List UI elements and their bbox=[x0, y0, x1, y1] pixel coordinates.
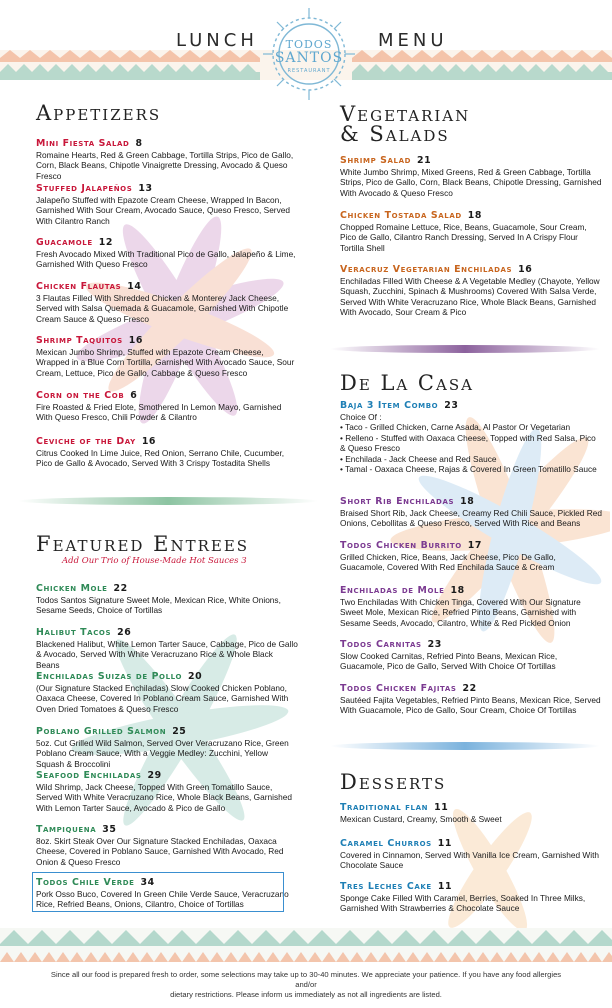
item-name-text: Traditional flan bbox=[340, 802, 429, 813]
item-name-text: Halibut Tacos bbox=[36, 627, 112, 638]
footer-line2: dietary restrictions. Please inform us immediately as not all ingredients are listed. bbox=[170, 990, 442, 999]
desserts-title: Desserts bbox=[340, 770, 447, 794]
menu-item bbox=[36, 583, 298, 616]
menu-item bbox=[36, 390, 296, 423]
item-price: 25 bbox=[172, 726, 187, 737]
item-description: Covered in Cinnamon, Served With Vanilla Ice Cream, Garnished With Chocolate Sauce bbox=[340, 850, 600, 871]
item-name bbox=[340, 838, 602, 849]
menu-item bbox=[340, 683, 602, 716]
item-name bbox=[36, 138, 296, 149]
item-name-text: Tampiquena bbox=[36, 824, 97, 835]
item-description: Wild Shrimp, Jack Cheese, Topped With Green Tomatillo Sauce, Served With White Veracruzano Rice, Whole Black Beans, Garnished With Lemon Tarter Sauce, Avocado & Pico de Gallo bbox=[36, 782, 292, 813]
item-description: Sautéed Fajita Vegetables, Refried Pinto Beans, Mexican Rice, Served With Guacamole, Pico de Gallo, Sour Cream, Choice Of Tortillas bbox=[340, 695, 601, 716]
footer-notice bbox=[50, 970, 562, 1000]
item-price: 18 bbox=[467, 210, 483, 221]
item-name bbox=[340, 496, 602, 507]
menu-item bbox=[36, 335, 296, 378]
menu-item bbox=[36, 138, 296, 181]
logo-text-santos: SANTOS bbox=[274, 50, 344, 66]
item-description: 5oz. Cut Grilled Wild Salmon, Served Over Veracruzano Rice, Green Poblano Cream Sauce, With a Veggie Medley: Zucchini, Yellow Squash & Broccolini bbox=[36, 738, 289, 769]
item-name bbox=[36, 671, 298, 682]
item-description: Two Enchiladas With Chicken Tinga, Covered With Our Signature Sweet Mole, Mexican Rice, Refried Pinto Beans, Garnished with Sesame Seeds, Avocado, Cilantro, White & Red Pickled Onion bbox=[340, 597, 581, 628]
featured-title: Featured Entrees bbox=[36, 532, 250, 556]
item-name bbox=[340, 881, 602, 892]
item-description: Mexican Custard, Creamy, Smooth & Sweet bbox=[340, 814, 502, 824]
item-description: Fire Roasted & Fried Elote, Smothered In Lemon Mayo, Garnished With Queso Fresco, Chili Powder & Cilantro bbox=[36, 402, 282, 423]
item-name-text: Short Rib Enchiladas bbox=[340, 496, 455, 507]
menu-item bbox=[36, 237, 296, 270]
menu-item bbox=[340, 881, 602, 914]
menu-item bbox=[340, 210, 602, 253]
menu-item bbox=[340, 639, 602, 672]
item-name-text: Caramel Churros bbox=[340, 838, 432, 849]
menu-item bbox=[36, 671, 298, 714]
baja-bullet: • Relleno - Stuffed with Oaxaca Cheese, Topped with Red Salsa, Pico & Queso Fresco bbox=[340, 432, 596, 454]
footer-line1: Since all our food is prepared fresh to order, some selections may take up to 30-40 minutes. We appreciate your patience. If you have any food allergies and/or bbox=[50, 970, 562, 989]
item-price: 11 bbox=[434, 802, 449, 813]
bottom-pattern-band bbox=[0, 928, 612, 962]
menu-item bbox=[36, 436, 296, 469]
menu-item bbox=[340, 585, 602, 628]
menu-item bbox=[340, 155, 602, 198]
item-name-text: Todos Carnitas bbox=[340, 639, 422, 650]
item-description: Citrus Cooked In Lime Juice, Red Onion, Serrano Chile, Cucumber, Pico de Gallo & Avocado, Served With 3 Crispy Tostadita Shells bbox=[36, 448, 285, 469]
item-price: 18 bbox=[450, 585, 465, 596]
item-description: Jalapeño Stuffed with Epazote Cream Cheese, Wrapped In Bacon, Garnished With Sour Cream, Avocado Sauce, Queso Fresco, Served With Cilantro Ranch bbox=[36, 195, 290, 226]
menu-item bbox=[340, 264, 602, 318]
item-price: 16 bbox=[141, 436, 157, 447]
purple-brush-divider bbox=[330, 345, 600, 353]
menu-item bbox=[36, 281, 296, 324]
item-price: 22 bbox=[462, 683, 477, 694]
item-description: Braised Short Rib, Jack Cheese, Creamy Red Chili Sauce, Pickled Red Onions, Cebollitas & Queso Fresco, Served With Rice and Beans bbox=[340, 508, 602, 529]
item-name-text: Todos Chile Verde bbox=[36, 877, 135, 888]
item-description: 8oz. Skirt Steak Over Our Signature Stacked Enchiladas, Oaxaca Cheese, Covered in Poblano Sauce, Garnished With Avocado, Red Onion & Queso Fresco bbox=[36, 836, 284, 867]
item-description: Slow Cooked Carnitas, Refried Pinto Beans, Mexican Rice, Guacamole, Pico de Gallo, Served With Choice Of Tortillas bbox=[340, 651, 558, 672]
menu-item bbox=[340, 802, 602, 824]
menu-item bbox=[340, 838, 602, 871]
item-name-text: Shrimp Salad bbox=[340, 155, 412, 166]
item-price: 17 bbox=[467, 540, 483, 551]
item-name bbox=[340, 639, 602, 650]
item-name bbox=[36, 583, 298, 594]
item-name-text: Veracruz Vegetarian Enchiladas bbox=[340, 264, 513, 275]
menu-item bbox=[36, 627, 298, 670]
casa-title: De La Casa bbox=[340, 371, 474, 395]
item-name-text: Seafood Enchiladas bbox=[36, 770, 142, 781]
item-name bbox=[340, 540, 602, 551]
item-name-text: Guacamole bbox=[36, 237, 93, 248]
item-name bbox=[340, 683, 602, 694]
item-price: 14 bbox=[127, 281, 142, 292]
item-price: 20 bbox=[188, 671, 203, 682]
item-name bbox=[36, 726, 298, 737]
item-description: Grilled Chicken, Rice, Beans, Jack Cheese, Pico De Gallo, Guacamole, Covered With Red Enchilada Sauce & Cream bbox=[340, 552, 556, 573]
item-name-text: Corn on the Cob bbox=[36, 390, 125, 401]
blue-brush-divider bbox=[330, 742, 600, 750]
item-description: Mexican Jumbo Shrimp, Stuffed with Epazote Cream Cheese, Wrapped in a Blue Corn Tortilla, Garnished With Avocado Sauce, Sour Cream, Lettuce, Pico de Gallo, Cabbage & Queso Fresco bbox=[36, 347, 295, 378]
item-description: Romaine Hearts, Red & Green Cabbage, Tortilla Strips, Pico de Gallo, Corn, Black Beans, Chipotle Vinaigrette Dressing, Avocado & Queso Fresco bbox=[36, 150, 294, 181]
item-name-text: Chicken Mole bbox=[36, 583, 108, 594]
item-name-text: Mini Fiesta Salad bbox=[36, 138, 130, 149]
item-name bbox=[36, 183, 296, 194]
item-price: 6 bbox=[130, 390, 138, 401]
item-name-text: Chicken Tostada Salad bbox=[340, 210, 462, 221]
menu-item bbox=[340, 540, 602, 573]
baja-choice: Choice Of : bbox=[340, 412, 382, 422]
item-price: 35 bbox=[102, 824, 117, 835]
item-name bbox=[340, 210, 602, 221]
item-name bbox=[36, 770, 298, 781]
item-name-text: Poblano Grilled Salmon bbox=[36, 726, 167, 737]
item-price: 11 bbox=[437, 838, 453, 849]
item-price: 23 bbox=[427, 639, 442, 650]
item-description: Sponge Cake Filled With Caramel, Berries, Soaked In Three Milks, Garnished With Strawberries & Chocolate Sauce bbox=[340, 893, 586, 914]
item-description: Enchiladas Filled With Cheese & A Vegetable Medley (Chayote, Yellow Squash, Zucchini, Spinach & Mushrooms) Covered With Salsa Verde, Served With White Veracruzano Rice, Whole Black Beans, Garnished With Avocado, Sour Cream & Pico bbox=[340, 276, 600, 318]
baja-bullet: • Taco - Grilled Chicken, Carne Asada, Al Pastor Or Vegetarian bbox=[340, 422, 571, 433]
item-description: Blackened Halibut, White Lemon Tarter Sauce, Cabbage, Pico de Gallo & Avocado, Served With White Veracruzano Rice & Whole Black Beans bbox=[36, 639, 298, 670]
item-price: 16 bbox=[518, 264, 533, 275]
item-name bbox=[340, 155, 602, 166]
item-name bbox=[340, 264, 602, 275]
item-description: Todos Santos Signature Sweet Mole, Mexican Rice, White Onions, Sesame Seeds, Choice of Tortillas bbox=[36, 595, 281, 616]
baja-bullet: • Tamal - Oaxaca Cheese, Rajas & Covered In Green Tomatillo Sauce bbox=[340, 464, 597, 475]
vegetarian-title-line2: & Salads bbox=[340, 122, 450, 146]
restaurant-logo bbox=[261, 6, 357, 102]
item-name bbox=[340, 400, 600, 411]
item-name bbox=[36, 281, 296, 292]
item-price: 29 bbox=[147, 770, 162, 781]
item-price: 16 bbox=[128, 335, 144, 346]
item-description: White Jumbo Shrimp, Mixed Greens, Red & Green Cabbage, Tortilla Strips, Pico de Gallo, Corn, Black Beans, Chipotle Dressing, Garnished With Avocado & Queso Fresco bbox=[340, 167, 602, 198]
item-price: 26 bbox=[117, 627, 132, 638]
featured-subtitle: Add Our Trio of House-Made Hot Sauces 3 bbox=[62, 556, 247, 566]
logo-text-restaurant: RESTAURANT bbox=[287, 68, 331, 74]
item-name-text: Chicken Flautas bbox=[36, 281, 122, 292]
item-price: 11 bbox=[437, 881, 453, 892]
item-price: 12 bbox=[98, 237, 113, 248]
item-name-text: Stuffed Jalapeños bbox=[36, 183, 133, 194]
menu-item bbox=[36, 726, 298, 769]
menu-item bbox=[36, 770, 298, 813]
menu-item-baja-combo bbox=[340, 400, 600, 474]
menu-item bbox=[36, 824, 298, 867]
item-price: 21 bbox=[417, 155, 432, 166]
item-name bbox=[340, 802, 602, 813]
vegetarian-title-line1: Vegetarian bbox=[340, 102, 471, 126]
item-name-text: Enchiladas de Mole bbox=[340, 585, 445, 596]
logo-text-todos: TODOS bbox=[285, 38, 333, 51]
item-name-text: Baja 3 Item Combo bbox=[340, 400, 439, 411]
menu-item bbox=[340, 496, 602, 529]
item-name bbox=[340, 585, 602, 596]
item-price: 18 bbox=[460, 496, 475, 507]
item-description: Pork Osso Buco, Covered In Green Chile Verde Sauce, Veracruzano Rice, Refried Beans, Onions, Cilantro, Choice of Tortillas bbox=[36, 889, 289, 910]
item-description: Chopped Romaine Lettuce, Rice, Beans, Guacamole, Sour Cream, Pico de Gallo, Cilantro Ranch Dressing, Served In A Crispy Flour Tortilla Shell bbox=[340, 222, 587, 253]
item-name bbox=[36, 390, 296, 401]
green-brush-divider bbox=[18, 497, 318, 505]
item-name-text: Todos Chicken Burrito bbox=[340, 540, 462, 551]
appetizers-title: Appetizers bbox=[36, 101, 162, 125]
item-description: (Our Signature Stacked Enchiladas) Slow Cooked Chicken Poblano, Oaxaca Cheese, Covered In Poblano Cream Sauce, Garnished With Oven Dried Tomatoes & Queso Fresco bbox=[36, 683, 289, 714]
item-name-text: Tres Leches Cake bbox=[340, 881, 432, 892]
menu-item bbox=[36, 183, 296, 226]
item-price: 22 bbox=[113, 583, 128, 594]
item-price: 8 bbox=[135, 138, 143, 149]
highlight-box-chile-verde bbox=[32, 872, 284, 912]
item-name bbox=[36, 436, 296, 447]
item-description: Fresh Avocado Mixed With Traditional Pico de Gallo, Jalapeño & Lime, Garnished With Queso Fresco bbox=[36, 249, 296, 270]
item-price: 23 bbox=[444, 400, 459, 411]
item-name-text: Enchiladas Suizas de Pollo bbox=[36, 671, 183, 682]
baja-bullet: • Enchilada - Jack Cheese and Red Sauce bbox=[340, 453, 497, 464]
item-name bbox=[36, 824, 298, 835]
item-price: 34 bbox=[140, 877, 155, 888]
item-price: 13 bbox=[138, 183, 153, 194]
item-name-text: Ceviche of the Day bbox=[36, 436, 136, 447]
item-name bbox=[36, 335, 296, 346]
item-name-text: Todos Chicken Fajitas bbox=[340, 683, 457, 694]
header-menu: MENU bbox=[378, 30, 448, 51]
item-description: 3 Flautas Filled With Shredded Chicken & Monterey Jack Cheese, Served with Salsa Quemada & Guacamole, Garnished With Chipotle Cream Sauce & Queso Fresco bbox=[36, 293, 289, 324]
item-name bbox=[36, 237, 296, 248]
header-lunch: LUNCH bbox=[176, 30, 258, 51]
item-name bbox=[36, 627, 298, 638]
item-name-text: Shrimp Taquitos bbox=[36, 335, 123, 346]
